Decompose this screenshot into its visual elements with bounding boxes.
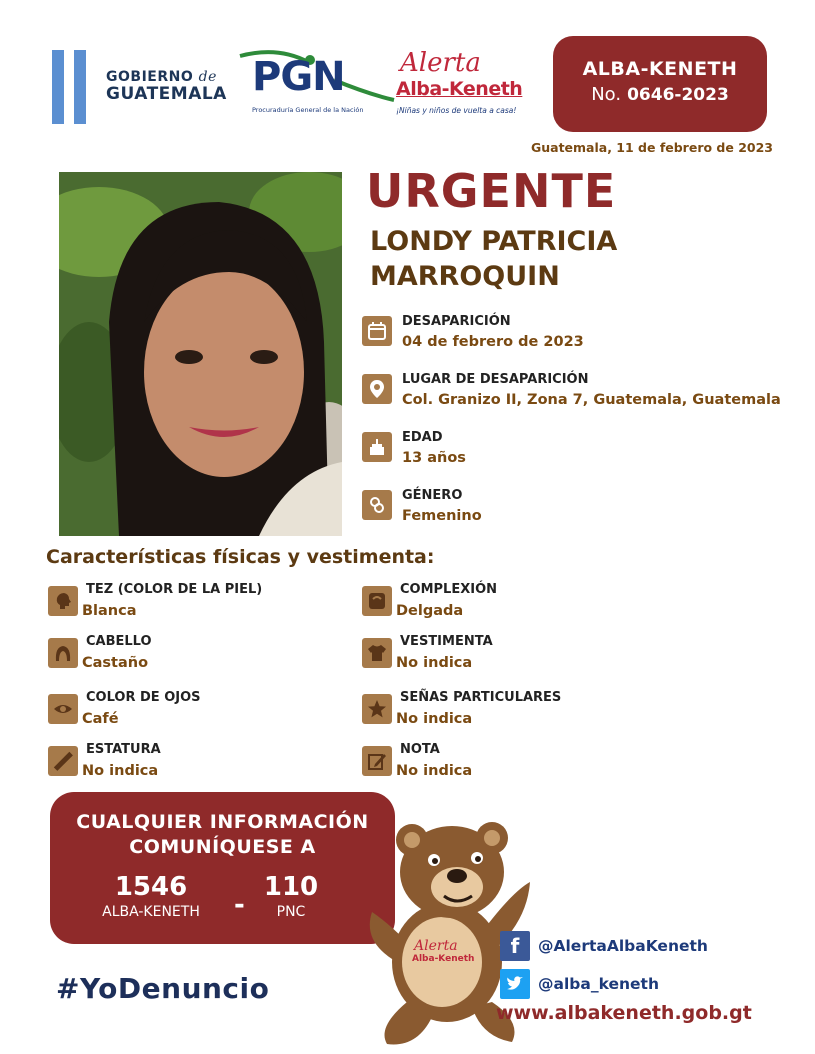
char-clothing bbox=[362, 634, 682, 682]
detail-label: LUGAR DE DESAPARICIÓN bbox=[402, 372, 589, 387]
detail-disappearance-date bbox=[362, 314, 802, 362]
hashtag: #YoDenuncio bbox=[56, 972, 270, 1005]
char-value: No indica bbox=[396, 763, 473, 779]
name-line1: LONDY PATRICIA bbox=[370, 226, 618, 257]
char-label: CABELLO bbox=[86, 634, 152, 649]
char-note bbox=[362, 742, 682, 790]
urgency-title: URGENTE bbox=[366, 164, 617, 218]
char-value: Castaño bbox=[82, 655, 149, 671]
char-label: COMPLEXIÓN bbox=[400, 582, 498, 597]
char-height bbox=[48, 742, 368, 790]
location-pin-icon bbox=[362, 374, 392, 404]
pgn-subtitle: Procuraduría General de la Nación bbox=[252, 106, 364, 114]
detail-label: DESAPARICIÓN bbox=[402, 314, 511, 329]
missing-person-name bbox=[370, 224, 750, 294]
phone-label: ALBA-KENETH bbox=[102, 904, 200, 920]
gobierno-line1: GOBIERNO bbox=[106, 69, 194, 85]
ruler-icon bbox=[48, 746, 78, 776]
contact-title-line2: COMUNÍQUESE A bbox=[129, 835, 316, 858]
contact-box bbox=[50, 792, 395, 944]
detail-value: Col. Granizo II, Zona 7, Guatemala, Guatemala bbox=[402, 392, 781, 408]
hair-icon bbox=[48, 638, 78, 668]
bear-badge-name: Alba-Keneth bbox=[412, 954, 475, 964]
char-build bbox=[362, 582, 682, 630]
phone-label: PNC bbox=[276, 904, 306, 920]
detail-gender bbox=[362, 488, 802, 536]
gobierno-logo bbox=[106, 70, 236, 103]
alerta-name: Alba-Keneth bbox=[396, 78, 523, 100]
char-value: No indica bbox=[82, 763, 159, 779]
contact-title-line1: CUALQUIER INFORMACIÓN bbox=[76, 811, 369, 833]
facebook-icon: f bbox=[500, 931, 530, 961]
twitter-handle: @alba_keneth bbox=[538, 975, 659, 993]
name-line2: MARROQUIN bbox=[370, 261, 560, 293]
twitter-link[interactable] bbox=[500, 968, 659, 1000]
pgn-word: PGN bbox=[252, 54, 345, 100]
issue-date: Guatemala, 11 de febrero de 2023 bbox=[530, 140, 773, 155]
phone-alba-keneth[interactable] bbox=[86, 874, 216, 920]
char-label: SEÑAS PARTICULARES bbox=[400, 690, 562, 705]
char-label: TEZ (COLOR DE LA PIEL) bbox=[86, 582, 263, 597]
star-icon bbox=[362, 694, 392, 724]
note-edit-icon bbox=[362, 746, 392, 776]
twitter-icon bbox=[500, 969, 530, 999]
char-label: VESTIMENTA bbox=[400, 634, 493, 649]
missing-person-photo bbox=[59, 172, 342, 536]
detail-age bbox=[362, 430, 802, 478]
calendar-icon bbox=[362, 316, 392, 346]
scale-icon bbox=[362, 586, 392, 616]
phone-separator: - bbox=[234, 890, 245, 920]
bear-badge-word: Alerta bbox=[414, 938, 458, 954]
website-link[interactable]: www.albakeneth.gob.gt bbox=[496, 1002, 752, 1024]
char-label: NOTA bbox=[400, 742, 440, 757]
birthday-cake-icon bbox=[362, 432, 392, 462]
gobierno-de: de bbox=[198, 69, 217, 85]
gobierno-logo-bars bbox=[52, 50, 98, 124]
facebook-link[interactable] bbox=[500, 930, 708, 962]
alerta-tagline: ¡Niñas y niños de vuelta a casa! bbox=[396, 106, 517, 115]
gobierno-line2: GUATEMALA bbox=[106, 84, 227, 104]
detail-disappearance-place bbox=[362, 372, 802, 420]
char-value: Café bbox=[82, 711, 119, 727]
char-value: No indica bbox=[396, 711, 473, 727]
char-value: Blanca bbox=[82, 603, 137, 619]
case-no-label: No. bbox=[591, 84, 622, 105]
eye-icon bbox=[48, 694, 78, 724]
case-number: 0646-2023 bbox=[627, 85, 729, 105]
pgn-logo bbox=[238, 48, 398, 118]
detail-value: 04 de febrero de 2023 bbox=[402, 334, 584, 350]
shirt-icon bbox=[362, 638, 392, 668]
phone-number: 110 bbox=[263, 872, 319, 902]
alerta-logo bbox=[396, 48, 536, 118]
char-label: ESTATURA bbox=[86, 742, 161, 757]
portrait-illustration bbox=[59, 172, 342, 536]
char-eye-color bbox=[48, 690, 368, 738]
facebook-handle: @AlertaAlbaKeneth bbox=[538, 937, 708, 955]
char-value: Delgada bbox=[396, 603, 464, 619]
char-distinguishing-marks bbox=[362, 690, 682, 738]
head-profile-icon bbox=[48, 586, 78, 616]
char-skin-tone bbox=[48, 582, 368, 630]
detail-label: EDAD bbox=[402, 430, 443, 445]
char-value: No indica bbox=[396, 655, 473, 671]
phone-number: 1546 bbox=[114, 872, 188, 902]
alerta-word: Alerta bbox=[400, 48, 481, 78]
char-label: COLOR DE OJOS bbox=[86, 690, 201, 705]
detail-value: 13 años bbox=[402, 450, 466, 466]
characteristics-title: Características físicas y vestimenta: bbox=[46, 546, 435, 568]
char-hair bbox=[48, 634, 368, 682]
case-number-box bbox=[553, 36, 767, 132]
phone-pnc[interactable] bbox=[226, 874, 356, 920]
detail-label: GÉNERO bbox=[402, 488, 463, 503]
detail-value: Femenino bbox=[402, 508, 482, 524]
case-title: ALBA-KENETH bbox=[582, 58, 738, 80]
gender-icon bbox=[362, 490, 392, 520]
